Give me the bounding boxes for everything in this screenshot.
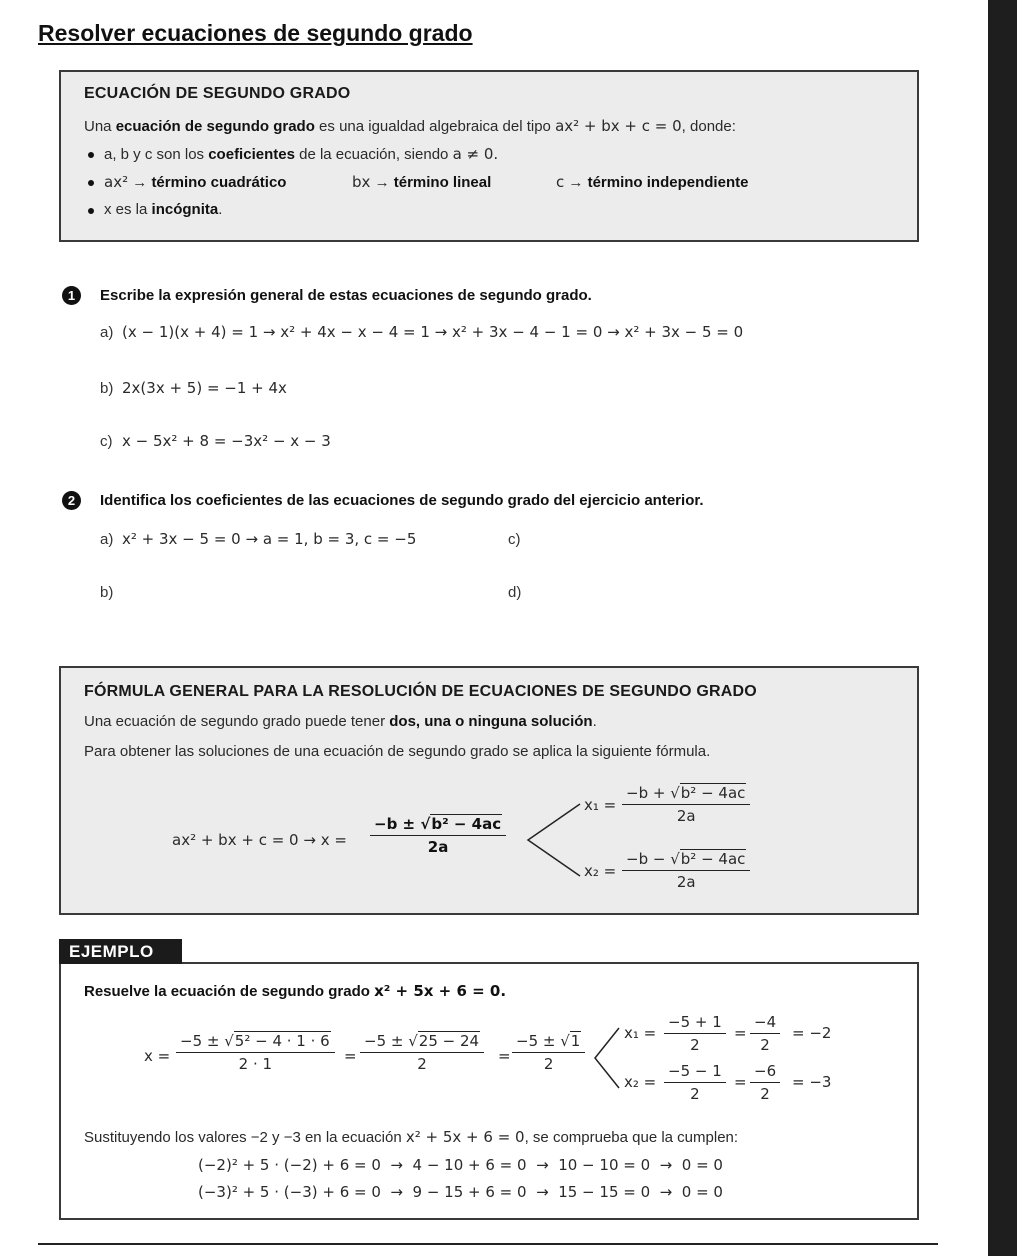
num-part: −b ± [374,815,421,833]
check-equation: x² + 5x + 6 = 0 [405,1128,525,1146]
f1-denominator: 2 · 1 [238,1055,273,1073]
arrow: → [374,174,390,191]
x1-step2-den: 2 [760,1036,770,1054]
x1-denominator: 2a [676,807,696,825]
sqrt-icon: √ [670,850,680,868]
bullet-dot [88,208,94,214]
arrow: → [568,174,584,191]
equals-sign: = [734,1073,747,1091]
exercise-2-question: Identifica los coeficientes de las ecuaciones de segundo grado del ejercicio anterior. [100,492,704,509]
check-statement [84,1128,738,1146]
example-branch-bracket [592,1025,622,1091]
radicand: 25 − 24 [418,1032,480,1050]
example-tag: EJEMPLO [59,939,182,964]
ex2-a-expression: x² + 3x − 5 = 0 → a = 1, b = 3, c = −5 [122,530,417,548]
x2-denominator: 2a [676,873,696,891]
statement-text: Resuelve la ecuación de segundo grado [84,983,375,1000]
f2-numerator [360,1032,484,1053]
x1-numerator [622,784,750,805]
intro-equation: ax² + bx + c = 0 [555,117,682,135]
x1-step1-den: 2 [690,1036,700,1054]
coef-text: a, b y c son los [104,146,209,163]
x1-fraction [622,784,750,825]
term1-label: término cuadrático [151,174,287,191]
num-part: −b − [626,850,671,868]
ex1-c-label: c) [100,433,113,450]
x2-step1-num: −5 − 1 [664,1062,726,1083]
general-numerator [370,815,506,836]
example-x1-label: x₁ = [624,1024,657,1042]
num-part: −5 ± [180,1032,225,1050]
x2-step2-den: 2 [760,1085,770,1103]
ex2-d-label: d) [508,584,522,601]
example-fraction-1 [176,1032,335,1073]
exercise-2-number: 2 [62,491,81,510]
unknown-bullet [104,201,222,218]
right-edge-bar [988,0,1017,1256]
formula-text: Una ecuación de segundo grado puede tener [84,713,390,730]
branch-bracket [524,800,584,880]
ex2-a-label: a) [100,531,114,548]
radicand: 1 [570,1032,581,1050]
example-box [59,962,919,1220]
ex1-c-expression: x − 5x² + 8 = −3x² − x − 3 [122,432,331,450]
x1-label: x₁ = [584,796,617,814]
term1-expr: ax² [104,173,129,191]
definition-heading: ECUACIÓN DE SEGUNDO GRADO [84,85,351,102]
f3-denominator: 2 [543,1055,554,1073]
bottom-rule [38,1243,938,1245]
unknown-bold: incógnita [151,201,219,218]
formula-box [59,666,919,915]
example-fraction-2 [360,1032,484,1073]
sqrt-icon: √ [420,815,431,833]
term3 [556,173,748,191]
intro-text-3: , donde: [681,118,736,135]
radicand: b² − 4ac [431,815,502,833]
f1-numerator [176,1032,335,1053]
statement-equation: x² + 5x + 6 = 0. [374,982,507,1000]
coef-bold: coeficientes [208,146,295,163]
ex2-c-label: c) [508,531,521,548]
f2-denominator: 2 [417,1055,427,1073]
equals-sign: = [498,1047,511,1065]
x2-step1-den: 2 [690,1085,700,1103]
x1-step-2 [750,1013,780,1054]
ex1-a-expression: (x − 1)(x + 4) = 1 → x² + 4x − x − 4 = 1 → x² + 3x − 4 − 1 = 0 → x² + 3x − 5 = 0 [122,323,744,341]
general-denominator: 2a [427,838,449,856]
x1-result: = −2 [792,1024,832,1042]
example-statement [84,982,506,1000]
coefficients-bullet [104,145,498,163]
bullet-dot [88,152,94,158]
page-title: Resolver ecuaciones de segundo grado [38,20,473,46]
definition-intro [84,117,736,135]
num-part: −b + [626,784,671,802]
example-fraction-3 [512,1032,585,1073]
formula-line-2: Para obtener las soluciones de una ecuación de segundo grado se aplica la siguiente fórmula. [84,743,711,760]
equals-sign: = [734,1024,747,1042]
bullet-dot [88,180,94,186]
x2-label: x₂ = [584,862,617,880]
num-part: −5 ± [364,1032,409,1050]
arrow: → [132,174,148,191]
num-part: −5 ± [516,1032,561,1050]
coef-condition: a ≠ 0. [452,145,499,163]
ex1-b-expression: 2x(3x + 5) = −1 + 4x [122,379,287,397]
ex2-b-label: b) [100,584,114,601]
sqrt-icon: √ [560,1032,570,1050]
check-text-2: , se comprueba que la cumplen: [524,1129,739,1146]
x1-step2-num: −4 [750,1013,780,1034]
f3-numerator [512,1032,585,1053]
x2-result: = −3 [792,1073,832,1091]
check-text: Sustituyendo los valores −2 y −3 en la ecuación [84,1129,406,1146]
formula-left-side: ax² + bx + c = 0 → x = [172,831,347,849]
terms-bullet [104,173,286,191]
term2-label: término lineal [393,174,492,191]
formula-line-1 [84,713,597,730]
ex1-a-label: a) [100,324,114,341]
term3-expr: c [556,173,565,191]
sqrt-icon: √ [670,784,680,802]
radicand: b² − 4ac [680,850,746,868]
term3-label: término independiente [587,174,749,191]
term2 [352,173,491,191]
unknown-dot: . [218,201,223,218]
general-fraction [370,815,506,856]
x2-fraction [622,850,750,891]
x1-step1-num: −5 + 1 [664,1013,726,1034]
equals-sign: = [344,1047,357,1065]
x2-step-1 [664,1062,726,1103]
example-x2-label: x₂ = [624,1073,657,1091]
formula-heading: FÓRMULA GENERAL PARA LA RESOLUCIÓN DE ECUACIONES DE SEGUNDO GRADO [84,683,757,700]
intro-bold: ecuación de segundo grado [115,118,315,135]
example-x-eq: x = [144,1047,171,1065]
formula-dot: . [592,713,597,730]
sqrt-icon: √ [408,1032,418,1050]
ex1-b-label: b) [100,380,114,397]
term2-expr: bx [352,173,371,191]
x2-numerator [622,850,750,871]
exercise-1-number: 1 [62,286,81,305]
x2-step2-num: −6 [750,1062,780,1083]
exercise-1-question: Escribe la expresión general de estas ecuaciones de segundo grado. [100,287,592,304]
check-line-2: (−3)² + 5 · (−3) + 6 = 0 → 9 − 15 + 6 = 0 → 15 − 15 = 0 → 0 = 0 [198,1183,723,1201]
intro-text: Una [84,118,116,135]
x1-step-1 [664,1013,726,1054]
sqrt-icon: √ [224,1032,234,1050]
formula-bold: dos, una o ninguna solución [389,713,593,730]
check-line-1: (−2)² + 5 · (−2) + 6 = 0 → 4 − 10 + 6 = 0 → 10 − 10 = 0 → 0 = 0 [198,1156,723,1174]
radicand: b² − 4ac [680,784,746,802]
coef-text-2: de la ecuación, siendo [294,146,453,163]
x2-step-2 [750,1062,780,1103]
intro-text-2: es una igualdad algebraica del tipo [314,118,556,135]
unknown-text: x es la [104,201,152,218]
radicand: 5² − 4 · 1 · 6 [234,1032,330,1050]
